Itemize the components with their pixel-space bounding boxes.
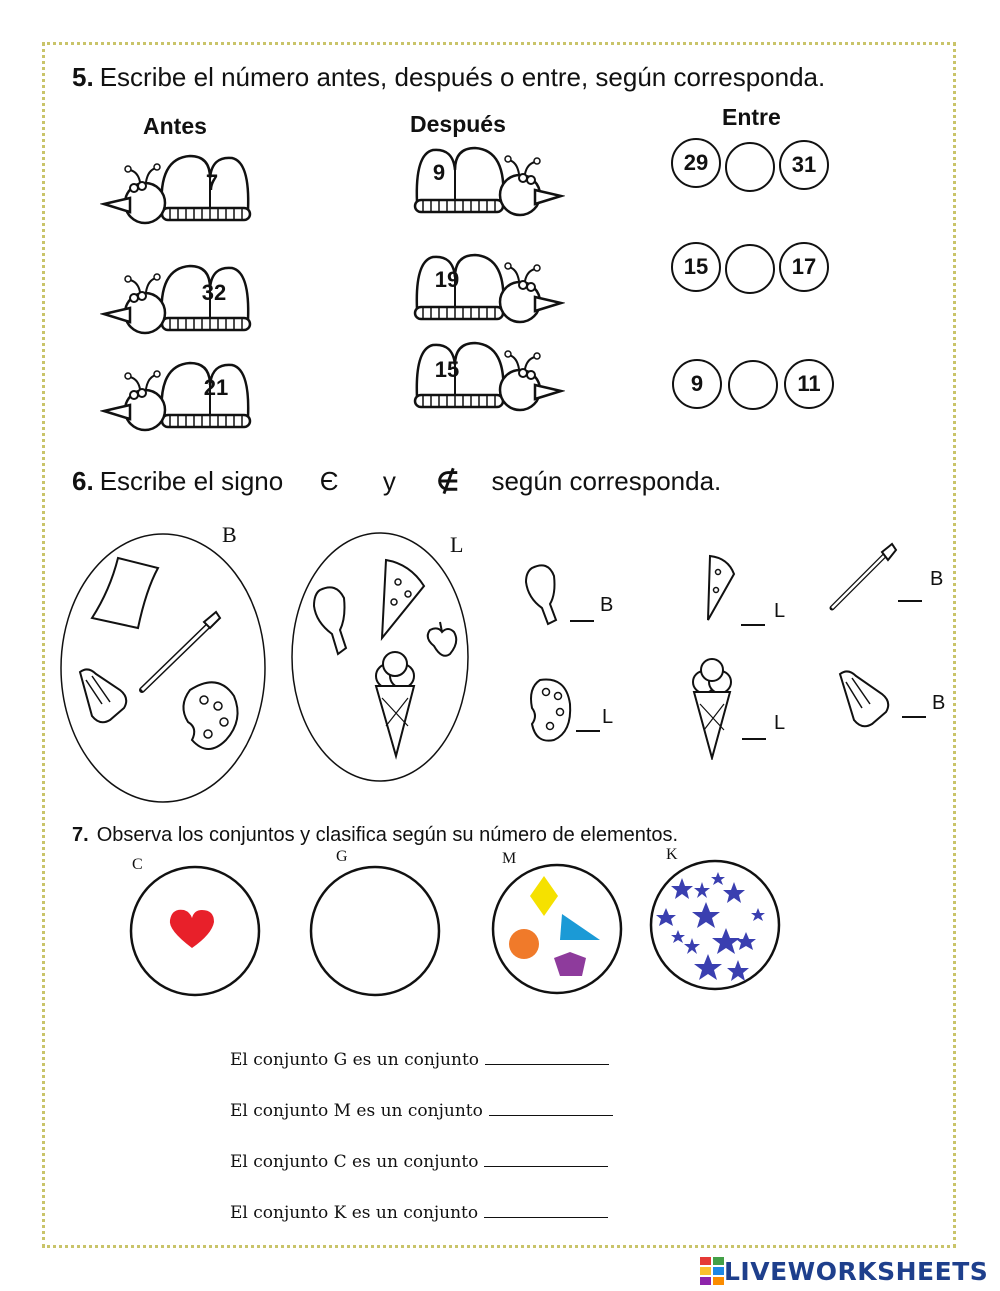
entre-left-2: 15 [671,242,721,292]
item-label-1: B [600,594,614,616]
stars-set-icon [648,858,782,992]
answer-blank-2[interactable] [741,624,765,626]
item-label-5: L [774,712,786,734]
symbol-notin-icon: ∉ [436,466,459,496]
q6-title [72,466,721,497]
answer-blank-3[interactable] [898,600,922,602]
q5-text: Escribe el número antes, después o entre, según corresponda. [99,62,826,92]
answer-blank-6[interactable] [902,716,926,718]
sentence-c-text: El conjunto C es un conjunto [230,1152,479,1172]
entre-right-2: 17 [779,242,829,292]
q7-number: 7. [72,824,89,846]
liveworksheets-logo-icon [700,1257,724,1285]
entre-left-1: 29 [671,138,721,188]
caterpillar-left-icon [100,148,260,248]
sentence-m-text: El conjunto M es un conjunto [230,1101,483,1121]
set-m [490,862,624,996]
set-b-ellipse-icon [58,530,268,806]
set-k [648,858,782,992]
heart-set-icon [128,864,262,998]
empty-set-icon [308,864,442,998]
caterpillar-antes-2 [100,258,260,358]
symbol-in-icon: Є [319,466,339,496]
q6-number: 6. [72,466,94,496]
sentence-g-text: El conjunto G es un conjunto [230,1050,480,1070]
caterpillar-despues-1 [405,140,565,240]
sentence-m [230,1101,613,1121]
entre-right-3: 11 [784,359,834,409]
set-l-label: L [450,532,464,557]
q5-number: 5. [72,62,94,92]
antes-number-3: 21 [203,375,229,400]
item-icecream [690,656,734,760]
item-tube [834,666,894,730]
caterpillar-despues-3 [405,335,565,435]
sentence-g [230,1050,609,1070]
answer-blank-1[interactable] [570,620,594,622]
item-label-3: B [930,568,944,590]
entre-blank-2[interactable] [725,244,775,294]
set-c [128,864,262,998]
entre-blank-3[interactable] [728,360,778,410]
liveworksheets-logo [700,1256,988,1286]
header-antes: Antes [143,113,207,139]
item-label-2: L [774,600,786,622]
answer-blank-m[interactable] [489,1101,613,1116]
answer-blank-4[interactable] [576,730,600,732]
q7-title [72,824,678,847]
header-despues: Después [410,111,506,137]
shapes-set-icon [490,862,624,996]
caterpillar-right-icon [405,247,565,347]
header-entre: Entre [722,104,781,130]
pizza-icon [700,552,740,624]
set-m-label: M [502,850,517,867]
q6-text-before: Escribe el signo [99,466,284,496]
entre-blank-1[interactable] [725,142,775,192]
paintbrush-icon [828,542,898,612]
caterpillar-right-icon [405,335,565,435]
item-label-4: L [602,706,614,728]
despues-number-2: 19 [434,267,460,292]
entre-right-1: 31 [779,140,829,190]
answer-blank-5[interactable] [742,738,766,740]
caterpillar-despues-2 [405,247,565,347]
sentence-c [230,1152,608,1172]
answer-blank-g[interactable] [485,1050,609,1065]
item-brush [828,542,898,612]
despues-number-1: 9 [432,160,446,185]
caterpillar-antes-3 [100,355,260,455]
q6-conj: y [382,466,396,496]
brand-name: LIVEWORKSHEETS [724,1256,989,1286]
answer-blank-k[interactable] [484,1203,608,1218]
despues-number-3: 15 [434,357,460,382]
sentence-k-text: El conjunto K es un conjunto [230,1203,479,1223]
set-b-label: B [222,522,237,547]
q7-text: Observa los conjuntos y clasifica según su número de elementos. [96,824,679,846]
antes-number-2: 32 [201,280,227,305]
paint-tube-icon [834,666,894,730]
set-k-label: K [666,846,678,863]
caterpillar-antes-1 [100,148,260,248]
set-b [58,530,268,806]
caterpillar-left-icon [100,355,260,455]
caterpillar-left-icon [100,258,260,358]
q6-text-after: según corresponda. [491,466,722,496]
set-l [290,530,470,784]
caterpillar-right-icon [405,140,565,240]
item-label-6: B [932,692,946,714]
ice-cream-icon [690,656,734,760]
sentence-k [230,1203,608,1223]
item-pizza [700,552,740,624]
set-l-ellipse-icon [290,530,470,784]
antes-number-1: 7 [205,170,219,195]
answer-blank-c[interactable] [484,1152,608,1167]
palette-icon [526,674,576,744]
set-g [308,864,442,998]
item-palette [526,674,576,744]
set-g-label: G [336,848,348,865]
set-c-label: C [132,856,143,873]
entre-left-3: 9 [672,359,722,409]
q5-title [72,62,825,93]
